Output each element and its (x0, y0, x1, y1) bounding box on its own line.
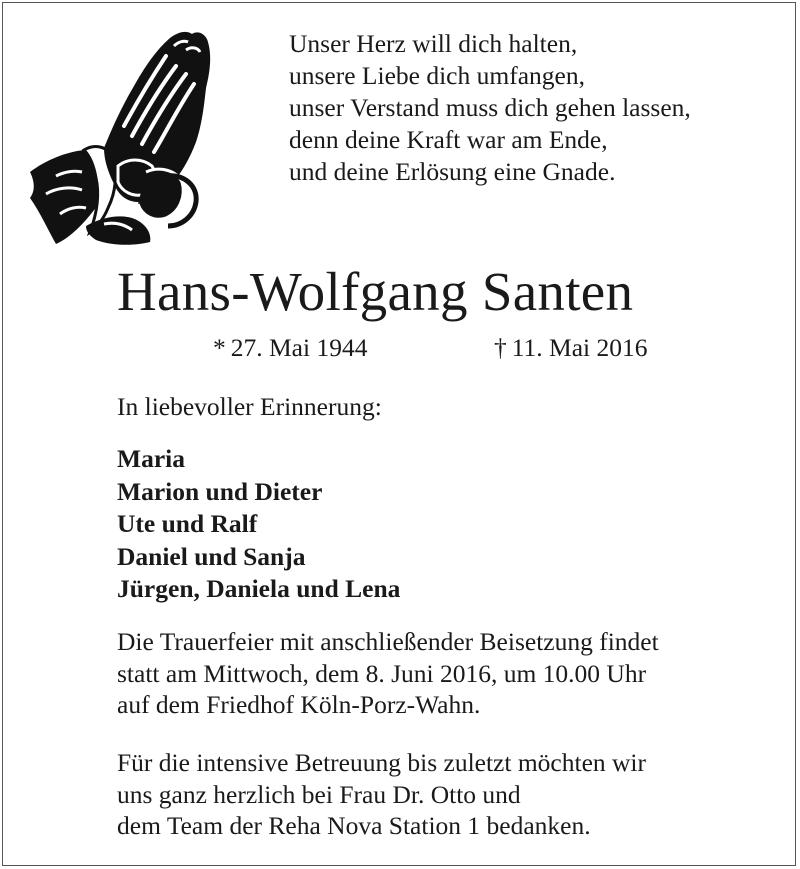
funeral-line: Die Trauerfeier mit anschließender Beisetzung findet (117, 627, 659, 656)
thanks-line: uns ganz herzlich bei Frau Dr. Otto und (117, 779, 521, 809)
mourner-name: Marion und Dieter (117, 476, 323, 506)
praying-hands-icon (26, 26, 226, 248)
birth-star-icon: * (213, 333, 226, 362)
poem-line: und deine Erlösung eine Gnade. (289, 157, 616, 186)
poem-line: unser Verstand muss dich gehen lassen, (289, 93, 691, 122)
mourners-list (117, 443, 400, 606)
funeral-line: auf dem Friedhof Köln-Porz-Wahn. (117, 690, 481, 719)
deceased-name: Hans-Wolfgang Santen (117, 261, 634, 322)
remembrance-intro: In liebevoller Erinnerung: (117, 392, 382, 421)
mourner-name: Jürgen, Daniela und Lena (117, 574, 401, 603)
mourner-name: Daniel und Sanja (117, 541, 306, 571)
death-date-text: 11. Mai 2016 (511, 333, 648, 362)
poem-line: unsere Liebe dich umfangen, (289, 61, 585, 90)
mourner-name: Ute und Ralf (117, 509, 258, 538)
poem-line: denn deine Kraft war am Ende, (289, 125, 608, 154)
thanks-line: dem Team der Reha Nova Station 1 bedanken. (117, 811, 591, 840)
thanks-line: Für die intensive Betreuung bis zuletzt möchten wir (117, 748, 647, 777)
poem-line: Unser Herz will dich halten, (289, 29, 578, 58)
funeral-notice (117, 626, 659, 721)
thanks-notice (117, 747, 646, 842)
cross-icon: † (494, 333, 507, 362)
birth-date-text: 27. Mai 1944 (230, 333, 368, 362)
poem (289, 28, 691, 188)
funeral-line: statt am Mittwoch, dem 8. Juni 2016, um 10.00 Uhr (117, 658, 647, 688)
birth-date (213, 332, 367, 364)
mourner-name: Maria (117, 444, 185, 473)
death-date (494, 332, 648, 364)
